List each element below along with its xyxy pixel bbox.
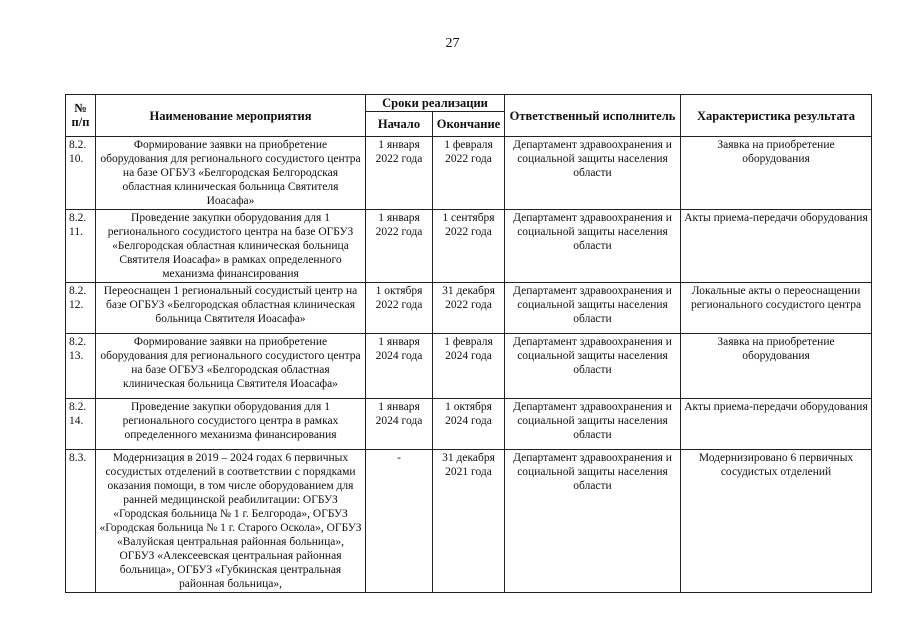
row-number: 8.2. 11. (66, 210, 96, 283)
row-end: 1 февраля 2024 года (433, 334, 505, 399)
table-header-row (66, 95, 872, 112)
header-start: Начало (366, 112, 433, 137)
row-result: Заявка на приобретение оборудования (681, 334, 872, 399)
header-executor: Ответственный исполнитель (505, 95, 681, 137)
row-end: 1 октября 2024 года (433, 399, 505, 450)
row-end: 31 декабря 2021 года (433, 450, 505, 593)
row-name: Переоснащен 1 региональный сосудистый центр на базе ОГБУЗ «Белгородская областная клиническая больница Святителя Иоасафа» (96, 283, 366, 334)
row-start: 1 января 2024 года (366, 334, 433, 399)
row-executor: Департамент здравоохранения и социальной защиты населения области (505, 334, 681, 399)
row-start: 1 января 2024 года (366, 399, 433, 450)
row-name: Проведение закупки оборудования для 1 регионального сосудистого центра на базе ОГБУЗ «Белгородская областная клиническая больница Святителя Иоасафа» в рамках определенного механизма финансирования (96, 210, 366, 283)
row-result: Локальные акты о переоснащении регионального сосудистого центра (681, 283, 872, 334)
row-executor: Департамент здравоохранения и социальной защиты населения области (505, 210, 681, 283)
row-result: Акты приема-передачи оборудования (681, 210, 872, 283)
table-row (66, 137, 872, 210)
row-end: 1 сентября 2022 года (433, 210, 505, 283)
row-name: Формирование заявки на приобретение оборудования для регионального сосудистого центра на базе ОГБУЗ «Белгородская Белгородская областная клиническая больница Святителя Иоасафа» (96, 137, 366, 210)
header-num: № п/п (66, 95, 96, 137)
header-name: Наименование мероприятия (96, 95, 366, 137)
row-result: Акты приема-передачи оборудования (681, 399, 872, 450)
row-executor: Департамент здравоохранения и социальной защиты населения области (505, 137, 681, 210)
row-number: 8.2. 14. (66, 399, 96, 450)
header-period: Сроки реализации (366, 95, 505, 112)
table-row (66, 210, 872, 283)
row-number: 8.2. 13. (66, 334, 96, 399)
row-result: Заявка на приобретение оборудования (681, 137, 872, 210)
table-row (66, 334, 872, 399)
row-end: 1 февраля 2022 года (433, 137, 505, 210)
table-row (66, 399, 872, 450)
row-end: 31 декабря 2022 года (433, 283, 505, 334)
row-start: 1 января 2022 года (366, 210, 433, 283)
row-start: - (366, 450, 433, 593)
row-start: 1 января 2022 года (366, 137, 433, 210)
row-start: 1 октября 2022 года (366, 283, 433, 334)
table-row (66, 450, 872, 593)
row-number: 8.2. 10. (66, 137, 96, 210)
row-name: Модернизация в 2019 – 2024 годах 6 первичных сосудистых отделений в соответствии с порядками оказания помощи, в том числе оборудованием для ранней медицинской реабилитации: ОГБУЗ «Городская больница № 1 г. Белгорода», ОГБУЗ «Городская больница № 1 г. Старого Оскола», ОГБУЗ «Валуйская центральная районная больница», ОГБУЗ «Алексеевская центральная районная больница», ОГБУЗ «Губкинская центральная районная больница», (96, 450, 366, 593)
row-result: Модернизировано 6 первичных сосудистых отделений (681, 450, 872, 593)
row-executor: Департамент здравоохранения и социальной защиты населения области (505, 450, 681, 593)
header-result: Характеристика результата (681, 95, 872, 137)
row-number: 8.2. 12. (66, 283, 96, 334)
row-executor: Департамент здравоохранения и социальной защиты населения области (505, 399, 681, 450)
row-name: Проведение закупки оборудования для 1 регионального сосудистого центра в рамках определенного механизма финансирования (96, 399, 366, 450)
row-executor: Департамент здравоохранения и социальной защиты населения области (505, 283, 681, 334)
page-number: 27 (445, 36, 460, 51)
header-end: Окончание (433, 112, 505, 137)
row-name: Формирование заявки на приобретение оборудования для регионального сосудистого центра на базе ОГБУЗ «Белгородская областная клиническая больница Святителя Иоасафа» (96, 334, 366, 399)
activities-table (65, 94, 872, 593)
row-number: 8.3. (66, 450, 96, 593)
table-row (66, 283, 872, 334)
